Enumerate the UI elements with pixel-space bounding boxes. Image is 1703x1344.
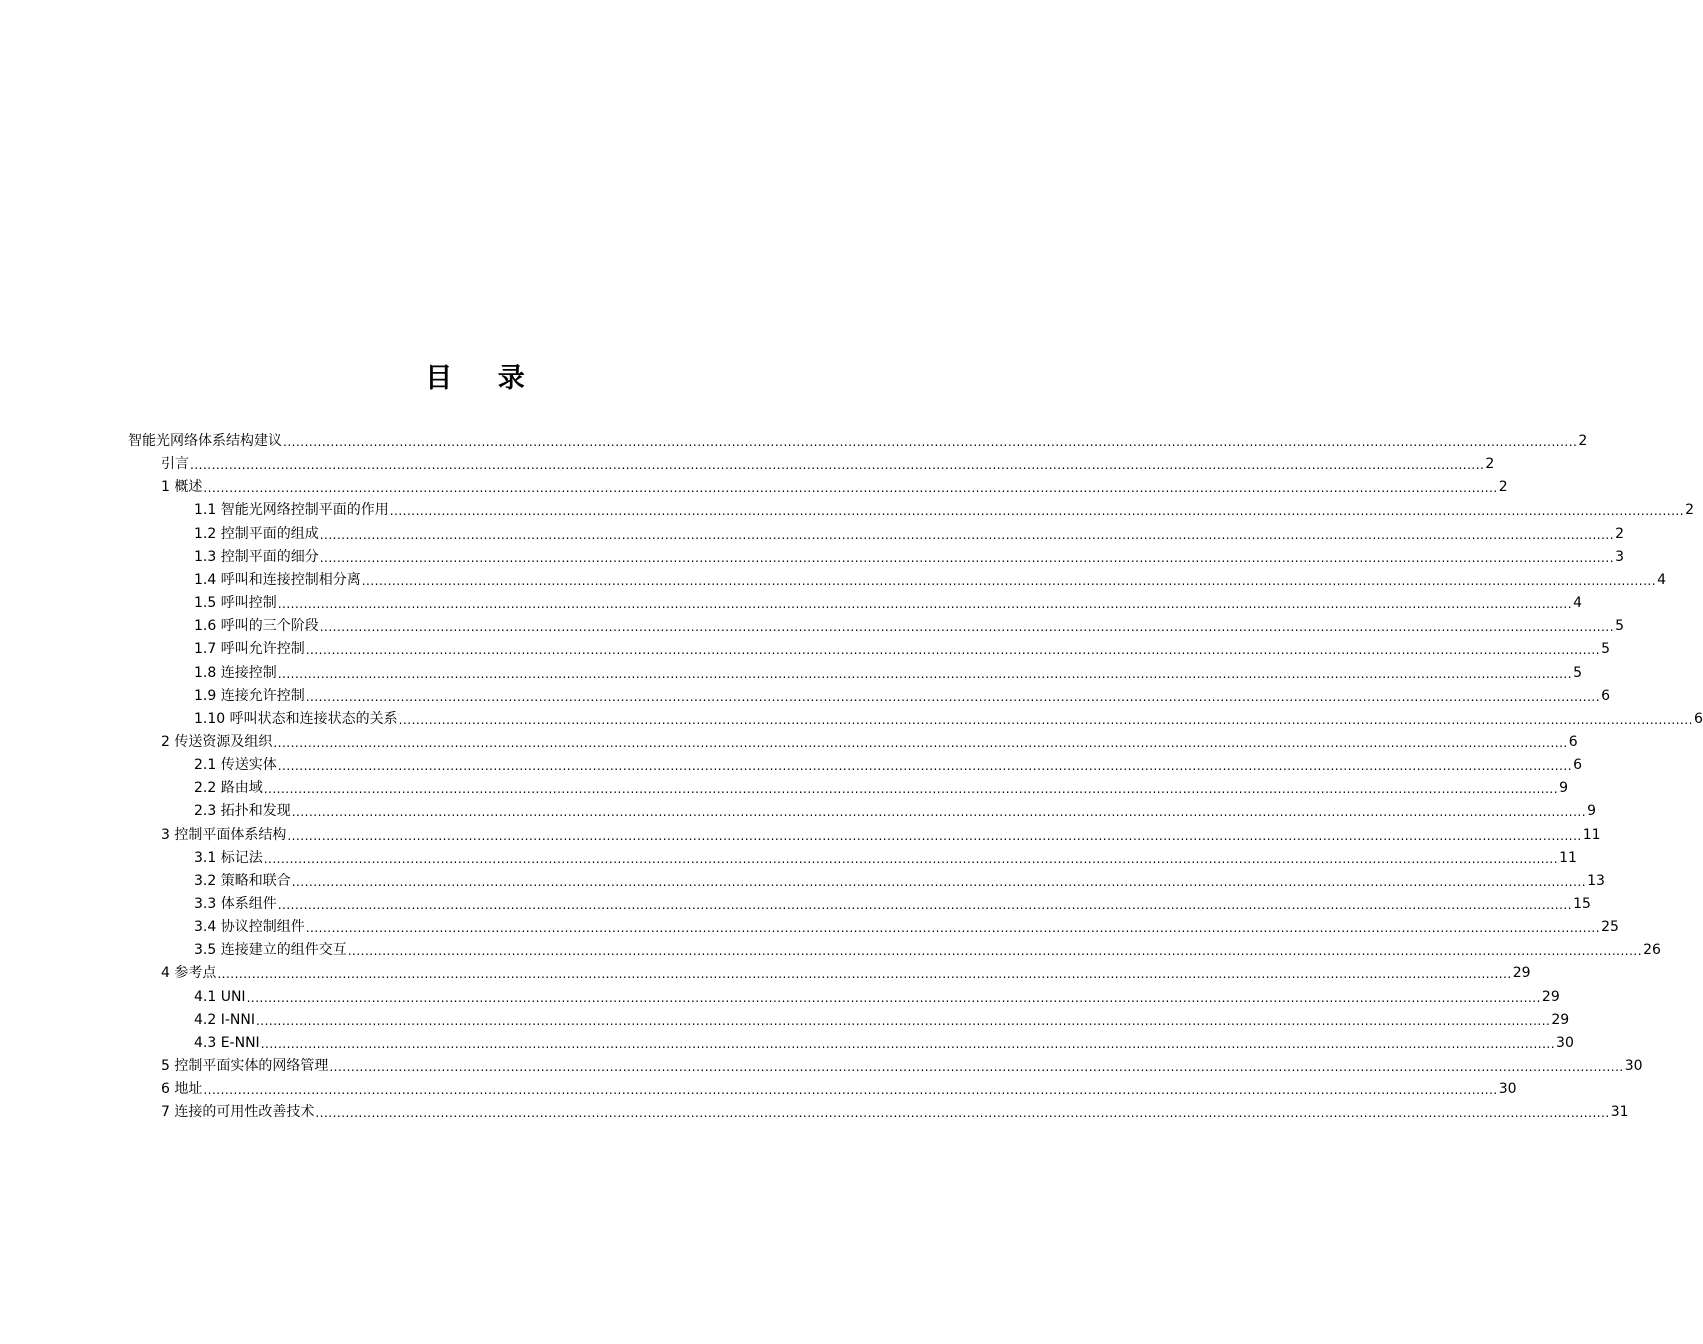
toc-dot-leader: ............................................................................................................................................................................................................................................................................................................ bbox=[291, 805, 1587, 820]
toc-entry-page: 4 bbox=[1657, 571, 1666, 588]
toc-entry[interactable] bbox=[161, 731, 1578, 751]
toc-entry[interactable] bbox=[194, 939, 1661, 959]
toc-entry[interactable] bbox=[194, 708, 1703, 728]
toc-dot-leader: ............................................................................................................................................................................................................................................................................................................ bbox=[273, 735, 1568, 750]
toc-entry-label: 1.9 连接允许控制 bbox=[194, 687, 305, 704]
toc-entry-page: 3 bbox=[1615, 548, 1624, 565]
toc-entry-label: 1 概述 bbox=[161, 479, 203, 496]
toc-entry-page: 6 bbox=[1693, 710, 1703, 727]
toc-dot-leader: ............................................................................................................................................................................................................................................................................................................ bbox=[291, 874, 1587, 889]
toc-entry[interactable] bbox=[194, 615, 1624, 635]
toc-dot-leader: ............................................................................................................................................................................................................................................................................................................ bbox=[315, 1106, 1610, 1121]
toc-entry-label: 3.3 体系组件 bbox=[194, 896, 277, 912]
toc-entry[interactable] bbox=[194, 499, 1694, 519]
toc-entry[interactable] bbox=[161, 1055, 1643, 1075]
toc-dot-leader: ............................................................................................................................................................................................................................................................................................................ bbox=[263, 851, 1559, 866]
toc-entry-label: 1.2 控制平面的组成 bbox=[194, 525, 319, 542]
toc-dot-leader: ............................................................................................................................................................................................................................................................................................................ bbox=[287, 828, 1582, 843]
toc-entry[interactable] bbox=[194, 1032, 1574, 1052]
toc-entry[interactable] bbox=[194, 847, 1577, 867]
toc-entry-label: 1.6 呼叫的三个阶段 bbox=[194, 618, 319, 635]
toc-dot-leader: ............................................................................................................................................................................................................................................................................................................ bbox=[203, 1083, 1498, 1098]
toc-entry[interactable] bbox=[194, 569, 1666, 589]
toc-entry-page: 2 bbox=[1498, 479, 1508, 496]
toc-entry[interactable] bbox=[194, 777, 1568, 797]
toc-entry-label: 4.1 UNI bbox=[194, 988, 246, 1005]
toc-entry[interactable] bbox=[194, 638, 1610, 658]
toc-entry-label: 1.10 呼叫状态和连接状态的关系 bbox=[194, 710, 398, 727]
toc-entry-page: 2 bbox=[1615, 525, 1624, 542]
toc-entry-page: 6 bbox=[1568, 733, 1578, 750]
toc-entry-label: 1.7 呼叫允许控制 bbox=[194, 641, 305, 658]
toc-dot-leader: ............................................................................................................................................................................................................................................................................................................ bbox=[319, 620, 1615, 635]
toc-entry-label: 引言 bbox=[161, 456, 189, 473]
toc-dot-leader: ............................................................................................................................................................................................................................................................................................................ bbox=[329, 1060, 1624, 1075]
toc-entry-label: 2.3 拓扑和发现 bbox=[194, 803, 291, 820]
toc-entry-page: 30 bbox=[1556, 1034, 1574, 1051]
toc-entry-page: 2 bbox=[1685, 502, 1694, 519]
toc-entry-page: 6 bbox=[1601, 687, 1610, 704]
toc-dot-leader: ............................................................................................................................................................................................................................................................................................................ bbox=[319, 527, 1615, 542]
toc-entry-page: 9 bbox=[1559, 780, 1568, 797]
toc-entry[interactable] bbox=[161, 962, 1531, 982]
toc-entry-page: 9 bbox=[1587, 803, 1596, 820]
toc-entry-label: 3.2 策略和联合 bbox=[194, 872, 291, 889]
toc-entry-label: 1.3 控制平面的细分 bbox=[194, 548, 319, 565]
toc-entry[interactable] bbox=[161, 824, 1601, 844]
toc-entry-label: 1.1 智能光网络控制平面的作用 bbox=[194, 502, 389, 519]
toc-entry-label: 4.2 I-NNI bbox=[194, 1011, 255, 1028]
toc-entry[interactable] bbox=[128, 430, 1588, 450]
toc-entry-page: 5 bbox=[1615, 618, 1624, 635]
toc-entry[interactable] bbox=[194, 592, 1582, 612]
toc-entry[interactable] bbox=[194, 800, 1596, 820]
toc-entry-label: 2 传送资源及组织 bbox=[161, 733, 273, 750]
toc-entry-label: 2.2 路由域 bbox=[194, 780, 263, 797]
toc-entry[interactable] bbox=[194, 1009, 1570, 1029]
toc-entry-label: 1.8 连接控制 bbox=[194, 664, 277, 681]
toc-entry[interactable] bbox=[194, 662, 1582, 682]
toc-entry-page: 2 bbox=[1485, 456, 1495, 473]
toc-entry[interactable] bbox=[161, 476, 1508, 496]
toc-entry-page: 2 bbox=[1578, 433, 1588, 449]
toc-entry-page: 6 bbox=[1573, 757, 1582, 774]
toc-dot-leader: ............................................................................................................................................................................................................................................................................................................ bbox=[305, 643, 1601, 658]
toc-entry[interactable] bbox=[194, 685, 1610, 705]
toc-entry-label: 3.1 标记法 bbox=[194, 849, 263, 866]
toc-dot-leader: ............................................................................................................................................................................................................................................................................................................ bbox=[305, 921, 1601, 936]
toc-entry-page: 11 bbox=[1559, 849, 1577, 866]
toc-entry-page: 30 bbox=[1624, 1058, 1643, 1075]
toc-dot-leader: ............................................................................................................................................................................................................................................................................................................ bbox=[203, 481, 1498, 496]
toc-entry-page: 4 bbox=[1573, 595, 1582, 612]
toc-dot-leader: ............................................................................................................................................................................................................................................................................................................ bbox=[398, 712, 1693, 727]
toc-entry-page: 15 bbox=[1573, 896, 1591, 912]
toc-dot-leader: ............................................................................................................................................................................................................................................................................................................ bbox=[277, 666, 1573, 681]
toc-entry-label: 1.5 呼叫控制 bbox=[194, 595, 277, 612]
toc-entry-label: 5 控制平面实体的网络管理 bbox=[161, 1058, 329, 1075]
toc-entry[interactable] bbox=[161, 453, 1495, 473]
toc-dot-leader: ............................................................................................................................................................................................................................................................................................................ bbox=[190, 458, 1485, 473]
toc-entry-label: 2.1 传送实体 bbox=[194, 757, 277, 774]
toc-entry-page: 30 bbox=[1498, 1081, 1517, 1098]
toc-entry-label: 3 控制平面体系结构 bbox=[161, 826, 287, 843]
toc-dot-leader: ............................................................................................................................................................................................................................................................................................................ bbox=[277, 759, 1573, 774]
toc-entry-page: 11 bbox=[1582, 826, 1601, 843]
toc-entry-page: 29 bbox=[1541, 988, 1560, 1005]
toc-dot-leader: ............................................................................................................................................................................................................................................................................................................ bbox=[347, 944, 1643, 959]
toc-entry[interactable] bbox=[194, 523, 1624, 543]
toc-entry[interactable] bbox=[194, 546, 1624, 566]
toc-entry-label: 3.5 连接建立的组件交互 bbox=[194, 942, 347, 959]
toc-entry-page: 31 bbox=[1610, 1104, 1629, 1121]
toc-entry[interactable] bbox=[161, 1101, 1629, 1121]
toc-dot-leader: ............................................................................................................................................................................................................................................................................................................ bbox=[305, 689, 1601, 704]
toc-dot-leader: ............................................................................................................................................................................................................................................................................................................ bbox=[389, 504, 1685, 519]
toc-dot-leader: ............................................................................................................................................................................................................................................................................................................ bbox=[246, 990, 1541, 1005]
toc-entry-page: 29 bbox=[1551, 1011, 1570, 1028]
toc-entry[interactable] bbox=[194, 986, 1560, 1006]
toc-dot-leader: ............................................................................................................................................................................................................................................................................................................ bbox=[319, 550, 1615, 565]
toc-entry[interactable] bbox=[194, 916, 1619, 936]
toc-dot-leader: ............................................................................................................................................................................................................................................................................................................ bbox=[260, 1036, 1556, 1051]
toc-entry[interactable] bbox=[194, 870, 1605, 890]
toc-entry-page: 5 bbox=[1601, 641, 1610, 658]
toc-dot-leader: ............................................................................................................................................................................................................................................................................................................ bbox=[277, 898, 1573, 912]
toc-entry-label: 7 连接的可用性改善技术 bbox=[161, 1104, 315, 1121]
toc-entry[interactable] bbox=[194, 893, 1591, 913]
toc-dot-leader: ............................................................................................................................................................................................................................................................................................................ bbox=[361, 573, 1657, 588]
toc-entry-label: 6 地址 bbox=[161, 1081, 203, 1098]
toc-entry[interactable] bbox=[161, 1078, 1517, 1098]
page-title: 目 录 bbox=[425, 363, 543, 394]
toc-dot-leader: ............................................................................................................................................................................................................................................................................................................ bbox=[277, 597, 1573, 612]
toc-entry-page: 5 bbox=[1573, 664, 1582, 681]
toc-entry[interactable] bbox=[194, 754, 1582, 774]
toc-dot-leader: ............................................................................................................................................................................................................................................................................................................ bbox=[283, 435, 1578, 449]
toc-entry-label: 智能光网络体系结构建议 bbox=[128, 433, 282, 449]
toc-entry-label: 4.3 E-NNI bbox=[194, 1034, 260, 1051]
toc-entry-page: 13 bbox=[1587, 872, 1605, 889]
toc-entry-page: 26 bbox=[1643, 942, 1661, 959]
toc-dot-leader: ............................................................................................................................................................................................................................................................................................................ bbox=[263, 782, 1559, 797]
toc-entry-page: 25 bbox=[1601, 919, 1619, 936]
toc-entry-page: 29 bbox=[1512, 965, 1531, 982]
toc-entry-label: 3.4 协议控制组件 bbox=[194, 919, 305, 936]
toc-entry-label: 1.4 呼叫和连接控制相分离 bbox=[194, 571, 361, 588]
toc-entry-label: 4 参考点 bbox=[161, 965, 217, 982]
toc-dot-leader: ............................................................................................................................................................................................................................................................................................................ bbox=[255, 1013, 1551, 1028]
toc-dot-leader: ............................................................................................................................................................................................................................................................................................................ bbox=[217, 967, 1512, 982]
